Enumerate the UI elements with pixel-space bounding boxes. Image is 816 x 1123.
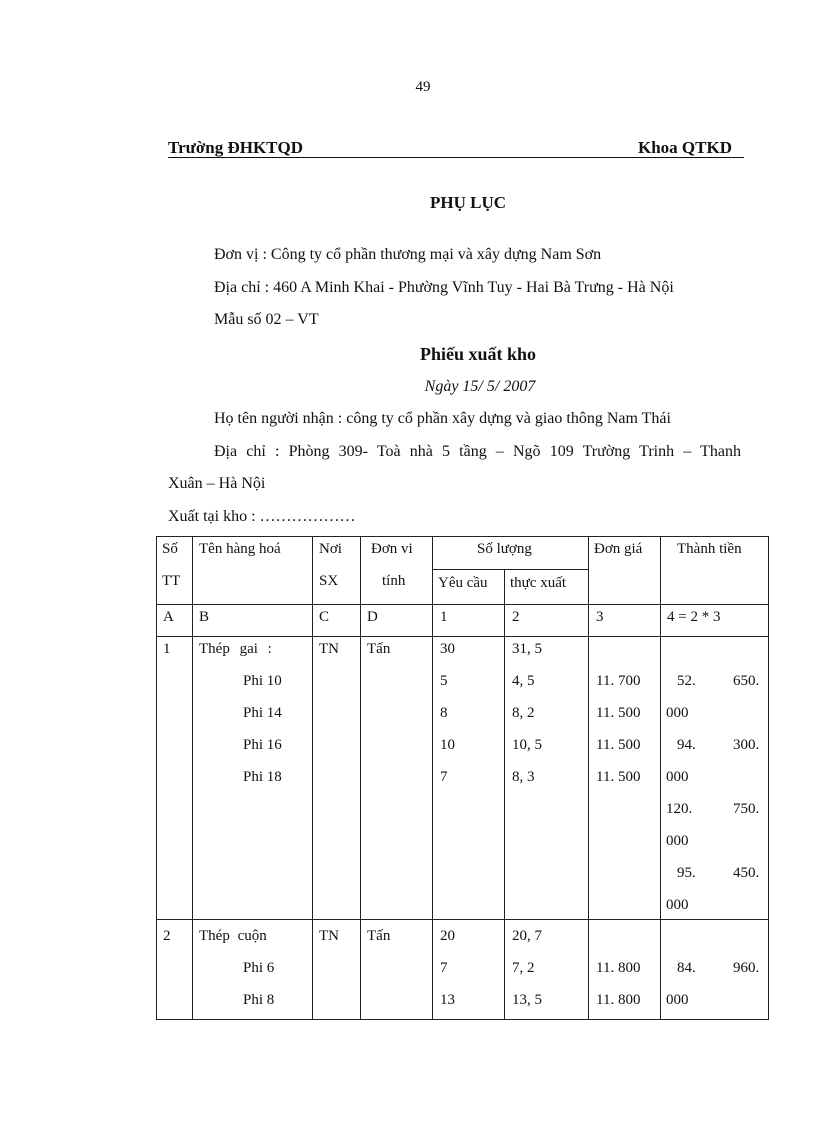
col-divider <box>192 537 193 1019</box>
amount-part: 960. <box>733 960 760 976</box>
item-name: Phi 10 <box>243 673 282 689</box>
amount-part: 95. <box>677 865 696 881</box>
qty-actual-total: 20, 7 <box>512 928 542 944</box>
qty-actual-total: 31, 5 <box>512 641 542 657</box>
amount-part: 94. <box>677 737 696 753</box>
item-qty-actual: 4, 5 <box>512 673 535 689</box>
item-name: Phi 16 <box>243 737 282 753</box>
item-qty-actual: 13, 5 <box>512 992 542 1008</box>
item-qty-requested: 13 <box>440 992 455 1008</box>
recipient-address-1: Địa chỉ : Phòng 309- Toà nhà 5 tầng – Ngõ 109 Trường Trinh – Thanh <box>214 443 741 460</box>
amount-part: 650. <box>733 673 760 689</box>
item-qty-actual: 8, 3 <box>512 769 535 785</box>
header-qty-requested: Yêu cầu <box>438 575 488 591</box>
amount-part: 000 <box>666 992 689 1008</box>
amount-part: 300. <box>733 737 760 753</box>
group-name: Thép gai : <box>199 641 272 657</box>
recipient-name: Họ tên người nhận : công ty cổ phần xây dựng và giao thông Nam Thái <box>214 410 671 427</box>
document-title: Phiếu xuất kho <box>419 344 537 364</box>
amount-part: 120. <box>666 801 693 817</box>
code-cell: 1 <box>440 609 448 625</box>
code-cell: D <box>367 609 378 625</box>
item-qty-actual: 8, 2 <box>512 705 535 721</box>
header-origin: SX <box>319 573 339 589</box>
item-name: Phi 18 <box>243 769 282 785</box>
header-faculty: Khoa QTKD <box>638 138 732 157</box>
row-divider <box>157 919 768 920</box>
item-unit-price: 11. 700 <box>596 673 641 689</box>
qty-requested-total: 20 <box>440 928 455 944</box>
appendix-title: PHỤ LỤC <box>429 193 507 212</box>
header-unit-price: Đơn giá <box>594 541 643 557</box>
code-cell: B <box>199 609 210 625</box>
header-stt: Số <box>162 541 178 557</box>
code-cell: 4 = 2 * 3 <box>667 609 721 625</box>
item-name: Phi 8 <box>243 992 275 1008</box>
item-qty-requested: 7 <box>440 960 448 976</box>
document-date: Ngày 15/ 5/ 2007 <box>424 378 536 395</box>
col-divider <box>432 537 433 1019</box>
header-quantity: Số lượng <box>477 541 532 557</box>
item-qty-actual: 10, 5 <box>512 737 542 753</box>
col-divider <box>312 537 313 1019</box>
code-cell: 2 <box>512 609 520 625</box>
code-cell: C <box>319 609 330 625</box>
amount-part: 750. <box>733 801 760 817</box>
amount-part: 84. <box>677 960 696 976</box>
col-divider <box>360 537 361 1019</box>
header-unit: tính <box>382 573 406 589</box>
item-qty-actual: 7, 2 <box>512 960 535 976</box>
page-number: 49 <box>415 79 431 95</box>
unit-cell: Tấn <box>367 928 391 944</box>
origin-cell: TN <box>319 928 339 944</box>
item-qty-requested: 8 <box>440 705 448 721</box>
origin-cell: TN <box>319 641 339 657</box>
qty-requested-total: 30 <box>440 641 455 657</box>
item-unit-price: 11. 800 <box>596 960 641 976</box>
item-qty-requested: 5 <box>440 673 448 689</box>
amount-part: 000 <box>666 833 689 849</box>
warehouse-line: Xuất tại kho : ……………… <box>168 508 356 525</box>
unit-cell: Tấn <box>367 641 391 657</box>
item-qty-requested: 7 <box>440 769 448 785</box>
item-name: Phi 6 <box>243 960 275 976</box>
group-name: Thép cuộn <box>199 928 267 944</box>
item-unit-price: 11. 500 <box>596 705 641 721</box>
row-divider <box>157 636 768 637</box>
code-cell: 3 <box>596 609 604 625</box>
unit-line: Đơn vị : Công ty cổ phần thương mại và xây dựng Nam Sơn <box>214 246 602 263</box>
row-divider <box>157 604 768 605</box>
amount-part: 450. <box>733 865 760 881</box>
header-rule <box>168 157 744 158</box>
amount-part: 52. <box>677 673 696 689</box>
address-line: Địa chỉ : 460 A Minh Khai - Phường Vĩnh Tuy - Hai Bà Trưng - Hà Nội <box>214 279 674 296</box>
header-origin: Nơi <box>319 541 342 557</box>
form-number: Mẫu số 02 – VT <box>214 311 319 328</box>
amount-part: 000 <box>666 897 689 913</box>
item-unit-price: 11. 800 <box>596 992 641 1008</box>
table-row-stt: 2 <box>163 928 171 944</box>
item-unit-price: 11. 500 <box>596 737 641 753</box>
amount-part: 000 <box>666 705 689 721</box>
item-name: Phi 14 <box>243 705 282 721</box>
amount-part: 000 <box>666 769 689 785</box>
header-amount: Thành tiền <box>677 541 742 557</box>
issue-table <box>156 536 769 1020</box>
header-name: Tên hàng hoá <box>199 541 281 557</box>
code-cell: A <box>163 609 174 625</box>
table-row-stt: 1 <box>163 641 171 657</box>
col-divider <box>588 537 589 1019</box>
header-school: Trường ĐHKTQD <box>168 138 304 157</box>
header-qty-actual: thực xuất <box>510 575 567 591</box>
col-divider <box>660 537 661 1019</box>
item-qty-requested: 10 <box>440 737 455 753</box>
row-divider <box>432 569 588 570</box>
item-unit-price: 11. 500 <box>596 769 641 785</box>
header-unit: Đơn vi <box>371 541 413 557</box>
header-stt: TT <box>162 573 181 589</box>
recipient-address-2: Xuân – Hà Nội <box>168 475 266 492</box>
